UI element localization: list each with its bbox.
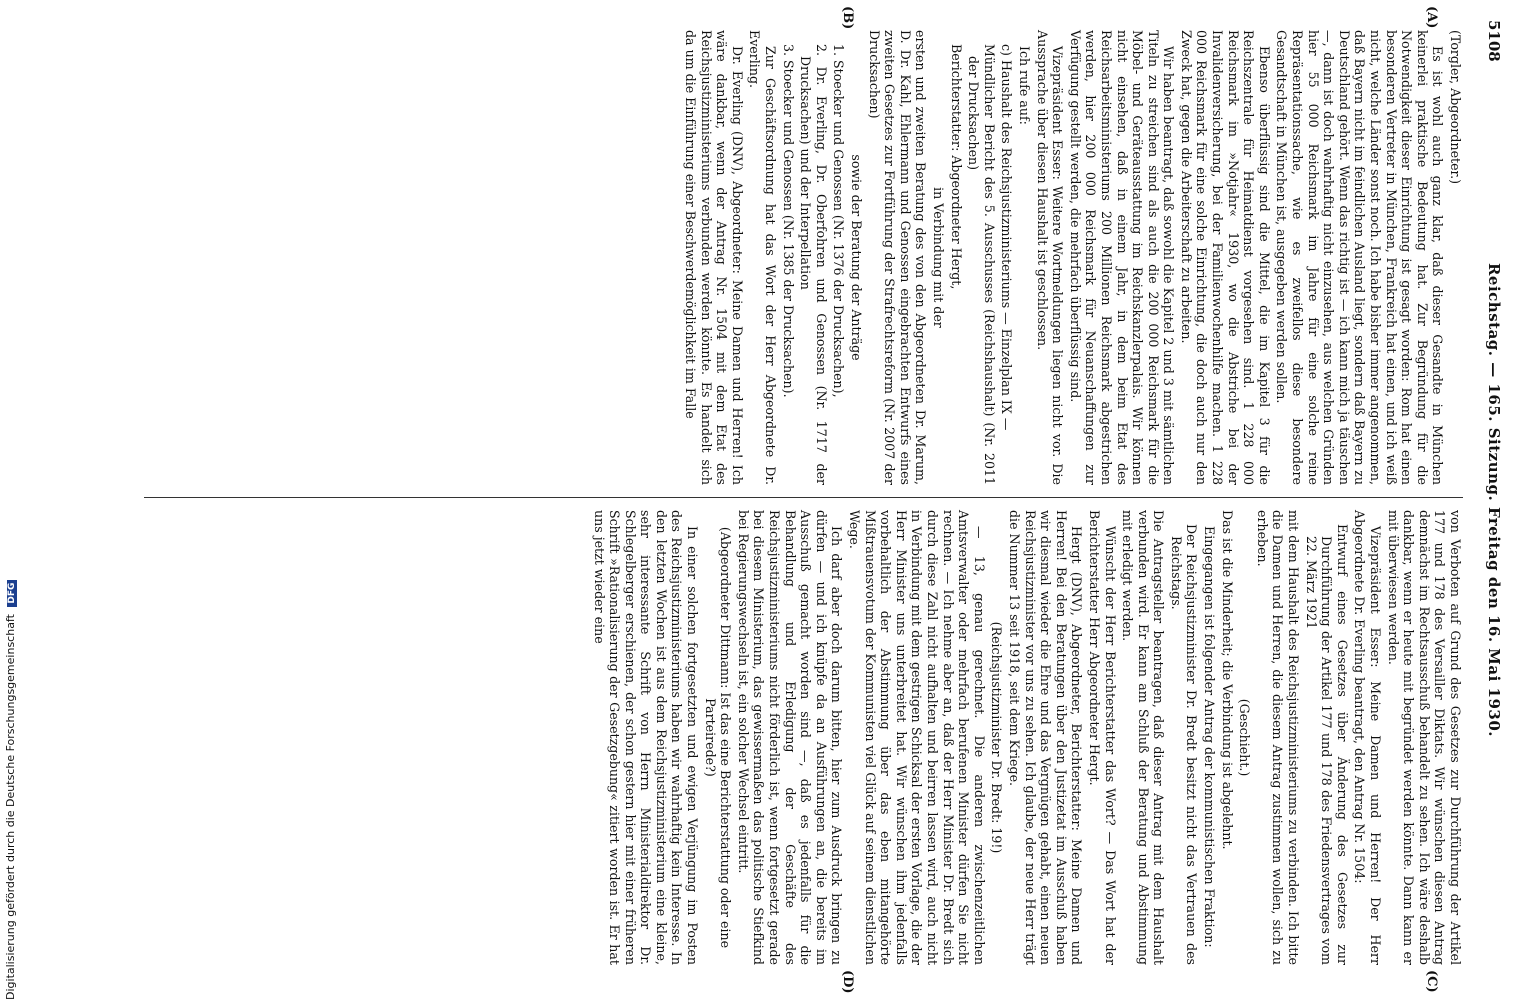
paragraph: In einer solchen fortgesetzten und ewigen Verjüngung im Posten des Reichsjustizministeriums haben wir wahrhaftig kein Interesse. In den letzten Wochen ist aus dem Reichsjustizministerium eine kleine, sehr interessante Schrift von Herrn Ministerialdirektor Dr. Schlegelberger erschienen, der schon gestern hier mit einer früheren Schrift »Rationalisierung der Gesetzgebung« zitiert worden ist. Er hat uns jetzt wieder eine [591, 510, 701, 965]
paragraph: ersten und zweiten Beratung des von den Abgeordneten Dr. Marum, D. Dr. Kahl, Ehlermann und Genossen eingebrachten Entwurfs eines zweiten Gesetzes zur Fortführung der Strafrechtsreform (Nr. 2007 der Drucksachen) [866, 30, 929, 485]
credit-text: Digitalisierung gefördert durch die Deutsche Forschungsgemeinschaft [4, 614, 17, 1000]
digitization-credit [4, 582, 17, 1000]
page-header [1473, 20, 1503, 980]
paragraph: von Verboten auf Grund des Gesetzes zur Durchführung der Artikel 177 und 178 des Versailler Diktats. Wir wünschen diesen Antrag demnächst im Rechtsausschuß behandelt zu sehen. Ich wäre deshalb dankbar, wenn er heute mit begründet werden könnte. Dann kann er mit überwiesen werden. [1385, 510, 1463, 965]
right-text-column [144, 510, 1463, 965]
paragraph: mit dem Haushalt des Reichsjustizministeriums zu verbinden. Ich bitte die Damen und Herren, die diesem Antrag zustimmen wollen, sich zu erheben. [1254, 510, 1302, 965]
page-title: Reichstag. — 165. Sitzung. Freitag den 16. Mai 1930. [1485, 262, 1503, 738]
paragraph: — 13, genau gerechnet. Die anderen zwischenzeitlichen Amtsverwalter oder mehrfach berufenen Minister dürfen Sie nicht rechnen. — Ich nehme aber an, daß der Herr Minister Dr. Bredt sich durch diese Zahl nicht aufhalten und beirren lassen wird, auch nicht in Verbindung mit dem gestrigen Schicksal der ersten Vorlage, die der Herr Minister uns unterbreitet hat. Wir wünschen ihm jedenfalls vorbehaltlich der Abstimmung über das eben mitangehörte Mißtrauensvotum der Kommunisten viel Glück auf seinem dienstlichen Wege. [847, 510, 987, 965]
paragraph: Entwurf eines Gesetzes über Änderung des Gesetzes zur Durchführung der Artikel 177 und 178 des Friedensvertrages vom 22. März 1921 [1303, 524, 1350, 965]
dfg-logo: DFG [7, 580, 17, 607]
page-number: 5108 [1485, 20, 1503, 62]
paragraph: Hergt (DNV), Abgeordneter, Berichterstatter: Meine Damen und Herren! Bei den Beratungen über den Justizetat im Ausschuß haben wir diesmal wieder die Ehre und das Vergnügen gehabt, einen neuen Reichsjustizminister vor uns zu sehen. Ich glaube, der neue Herr trägt die Nummer 13 seit 1918, seit dem Kriege. [1006, 510, 1085, 965]
column-divider [144, 497, 1463, 498]
paragraph: Ich darf aber doch darum bitten, hier zum Ausdruck bringen zu dürfen — und ich knüpfe da an Ausführungen an, die bereits im Ausschuß gemacht worden sind —, daß es jedenfalls für die Behandlung und Erledigung der Geschäfte des Reichsjustizministeriums nicht förderlich ist, wenn fortgesetzt gerade bei diesem Ministerium, das gewissermaßen das politische Stiefkind bei Regierungswechseln ist, ein solcher Wechsel eintritt. [735, 510, 845, 965]
paragraph: Ich rufe auf: [1016, 46, 1032, 125]
paragraph: 2. Dr. Everling, Dr. Oberfohren und Genossen (Nr. 1717 der Drucksachen) und der Interpellation [798, 44, 829, 485]
paragraph: (Geschieht.) [1237, 698, 1253, 777]
paragraph: Wir haben beantragt, daß sowohl die Kapitel 2 und 3 mit sämtlichen Titeln zu streichen sind als auch die 200 000 Reichsmark für die Möbel- und Geräteausstattung im Reichskanzlerpalais. Wir können nicht einsehen, daß in einem Jahr, in dem beim Etat des Reichsarbeitsministeriums 200 Millionen Reichsmark abgestrichen werden, hier 200 000 Reichsmark für Neuanschaffungen zur Verfügung gestellt werden, die mehrfach überflüssig sind. [1067, 30, 1177, 485]
paragraph: Berichterstatter: Abgeordneter Hergt, [948, 44, 964, 290]
paragraph: Vizepräsident Esser: Weitere Wortmeldungen liegen nicht vor. Die Aussprache über diesen Haushalt ist geschlossen. [1034, 30, 1066, 485]
paragraph: Zur Geschäftsordnung hat das Wort der Herr Abgeordnete Dr. Everling. [747, 30, 779, 485]
left-text-column [144, 30, 1463, 485]
margin-marker-c: (C) [1424, 970, 1439, 993]
paragraph: Das ist die Minderheit; die Verbindung ist abgelehnt. [1219, 510, 1235, 850]
paragraph: (Abgeordneter Dittmann: Ist das eine Berichterstattung oder eine Parteirede?) [702, 526, 734, 949]
paragraph: (Torgler, Abgeordneter.) [1448, 30, 1463, 185]
paragraph: (Reichsjustizminister Dr. Bredt: 19!) [989, 621, 1005, 854]
paragraph: Wünscht der Herr Berichterstatter das Wort? — Das Wort hat der Berichterstatter Herr Abgeordneter Hergt. [1086, 510, 1118, 965]
paragraph: Eingegangen ist folgender Antrag der kommunistischen Fraktion: [1202, 526, 1218, 948]
paragraph: Die Antragsteller beantragen, daß dieser Antrag mit dem Haushalt verbunden wird. Er kann am Schluß der Beratung und Abstimmung mit erledigt werden. [1120, 510, 1167, 965]
margin-marker-b: (B) [840, 6, 855, 30]
paragraph: 1. Stoecker und Genossen (Nr. 1376 der Drucksachen), [831, 44, 847, 398]
paragraph: c) Haushalt des Reichsjustizministeriums — Einzelplan IX — [999, 44, 1015, 431]
paragraph: Ebenso überflüssig sind die Mittel, die im Kapitel 3 für die Reichszentrale für Heimatdienst vorgesehen sind. 1 228 000 Reichsmark im »Notjahr« 1930, wo die Abstriche bei der Invalidenversicherung, bei der Familienwochenhilfe machen. 1 228 000 Reichsmark für eine solche Einrichtung, die doch auch nur den Zweck hat, gegen die Arbeiterschaft zu arbeiten. [1178, 30, 1272, 485]
paragraph: Es ist wohl auch ganz klar, daß dieser Gesandte in München keinerlei praktische Bedeutung hat. Zur Begründung für die Notwendigkeit dieser Einrichtung ist gesagt worden: Rom hat einen besonderen Vertreter in München, Frankreich hat einen, und ich weiß nicht, welche Länder sonst noch. Ich habe bisher immer angenommen, daß Bayern nicht im feindlichen Ausland liegt, sondern daß Bayern zu Deutschland gehört. Wenn das richtig ist — ich kann mich ja täuschen —, dann ist doch wahrhaftig nicht einzusehen, aus welchen Gründen hier 55 000 Reichsmark im Jahre für eine solche reine Repräsentationssache, wie es zweifellos diese besondere Gesandtschaft in München ist, ausgegeben werden sollen. [1274, 30, 1446, 485]
paragraph: Dr. Everling (DNV), Abgeordneter: Meine Damen und Herren! Ich wäre dankbar, wenn der Antrag Nr. 1504 mit dem Etat des Reichsjustizministeriums verbunden werden könnte. Es handelt sich da um die Einführung einer Beschwerdemöglichkeit im Falle [683, 30, 745, 485]
margin-marker-a: (A) [1424, 6, 1439, 29]
paragraph: 3. Stoecker und Genossen (Nr. 1385 der Drucksachen). [780, 44, 796, 398]
margin-marker-d: (D) [840, 970, 855, 994]
paragraph: Mündlicher Bericht des 5. Ausschusses (Reichshaushalt) (Nr. 2011 der Drucksachen) [966, 44, 997, 485]
paragraph: sowie der Beratung der Anträge [849, 154, 865, 361]
paragraph: Der Reichsjustizminister Dr. Bredt besitzt nicht das Vertrauen des Reichstags. [1168, 524, 1200, 965]
scanned-page [120, 0, 1515, 1000]
paragraph: Vizepräsident Esser: Meine Damen und Herren! Der Herr Abgeordnete Dr. Everling beantragt, den Antrag Nr. 1504: [1352, 510, 1384, 965]
paragraph: in Verbindung mit der [931, 187, 946, 328]
